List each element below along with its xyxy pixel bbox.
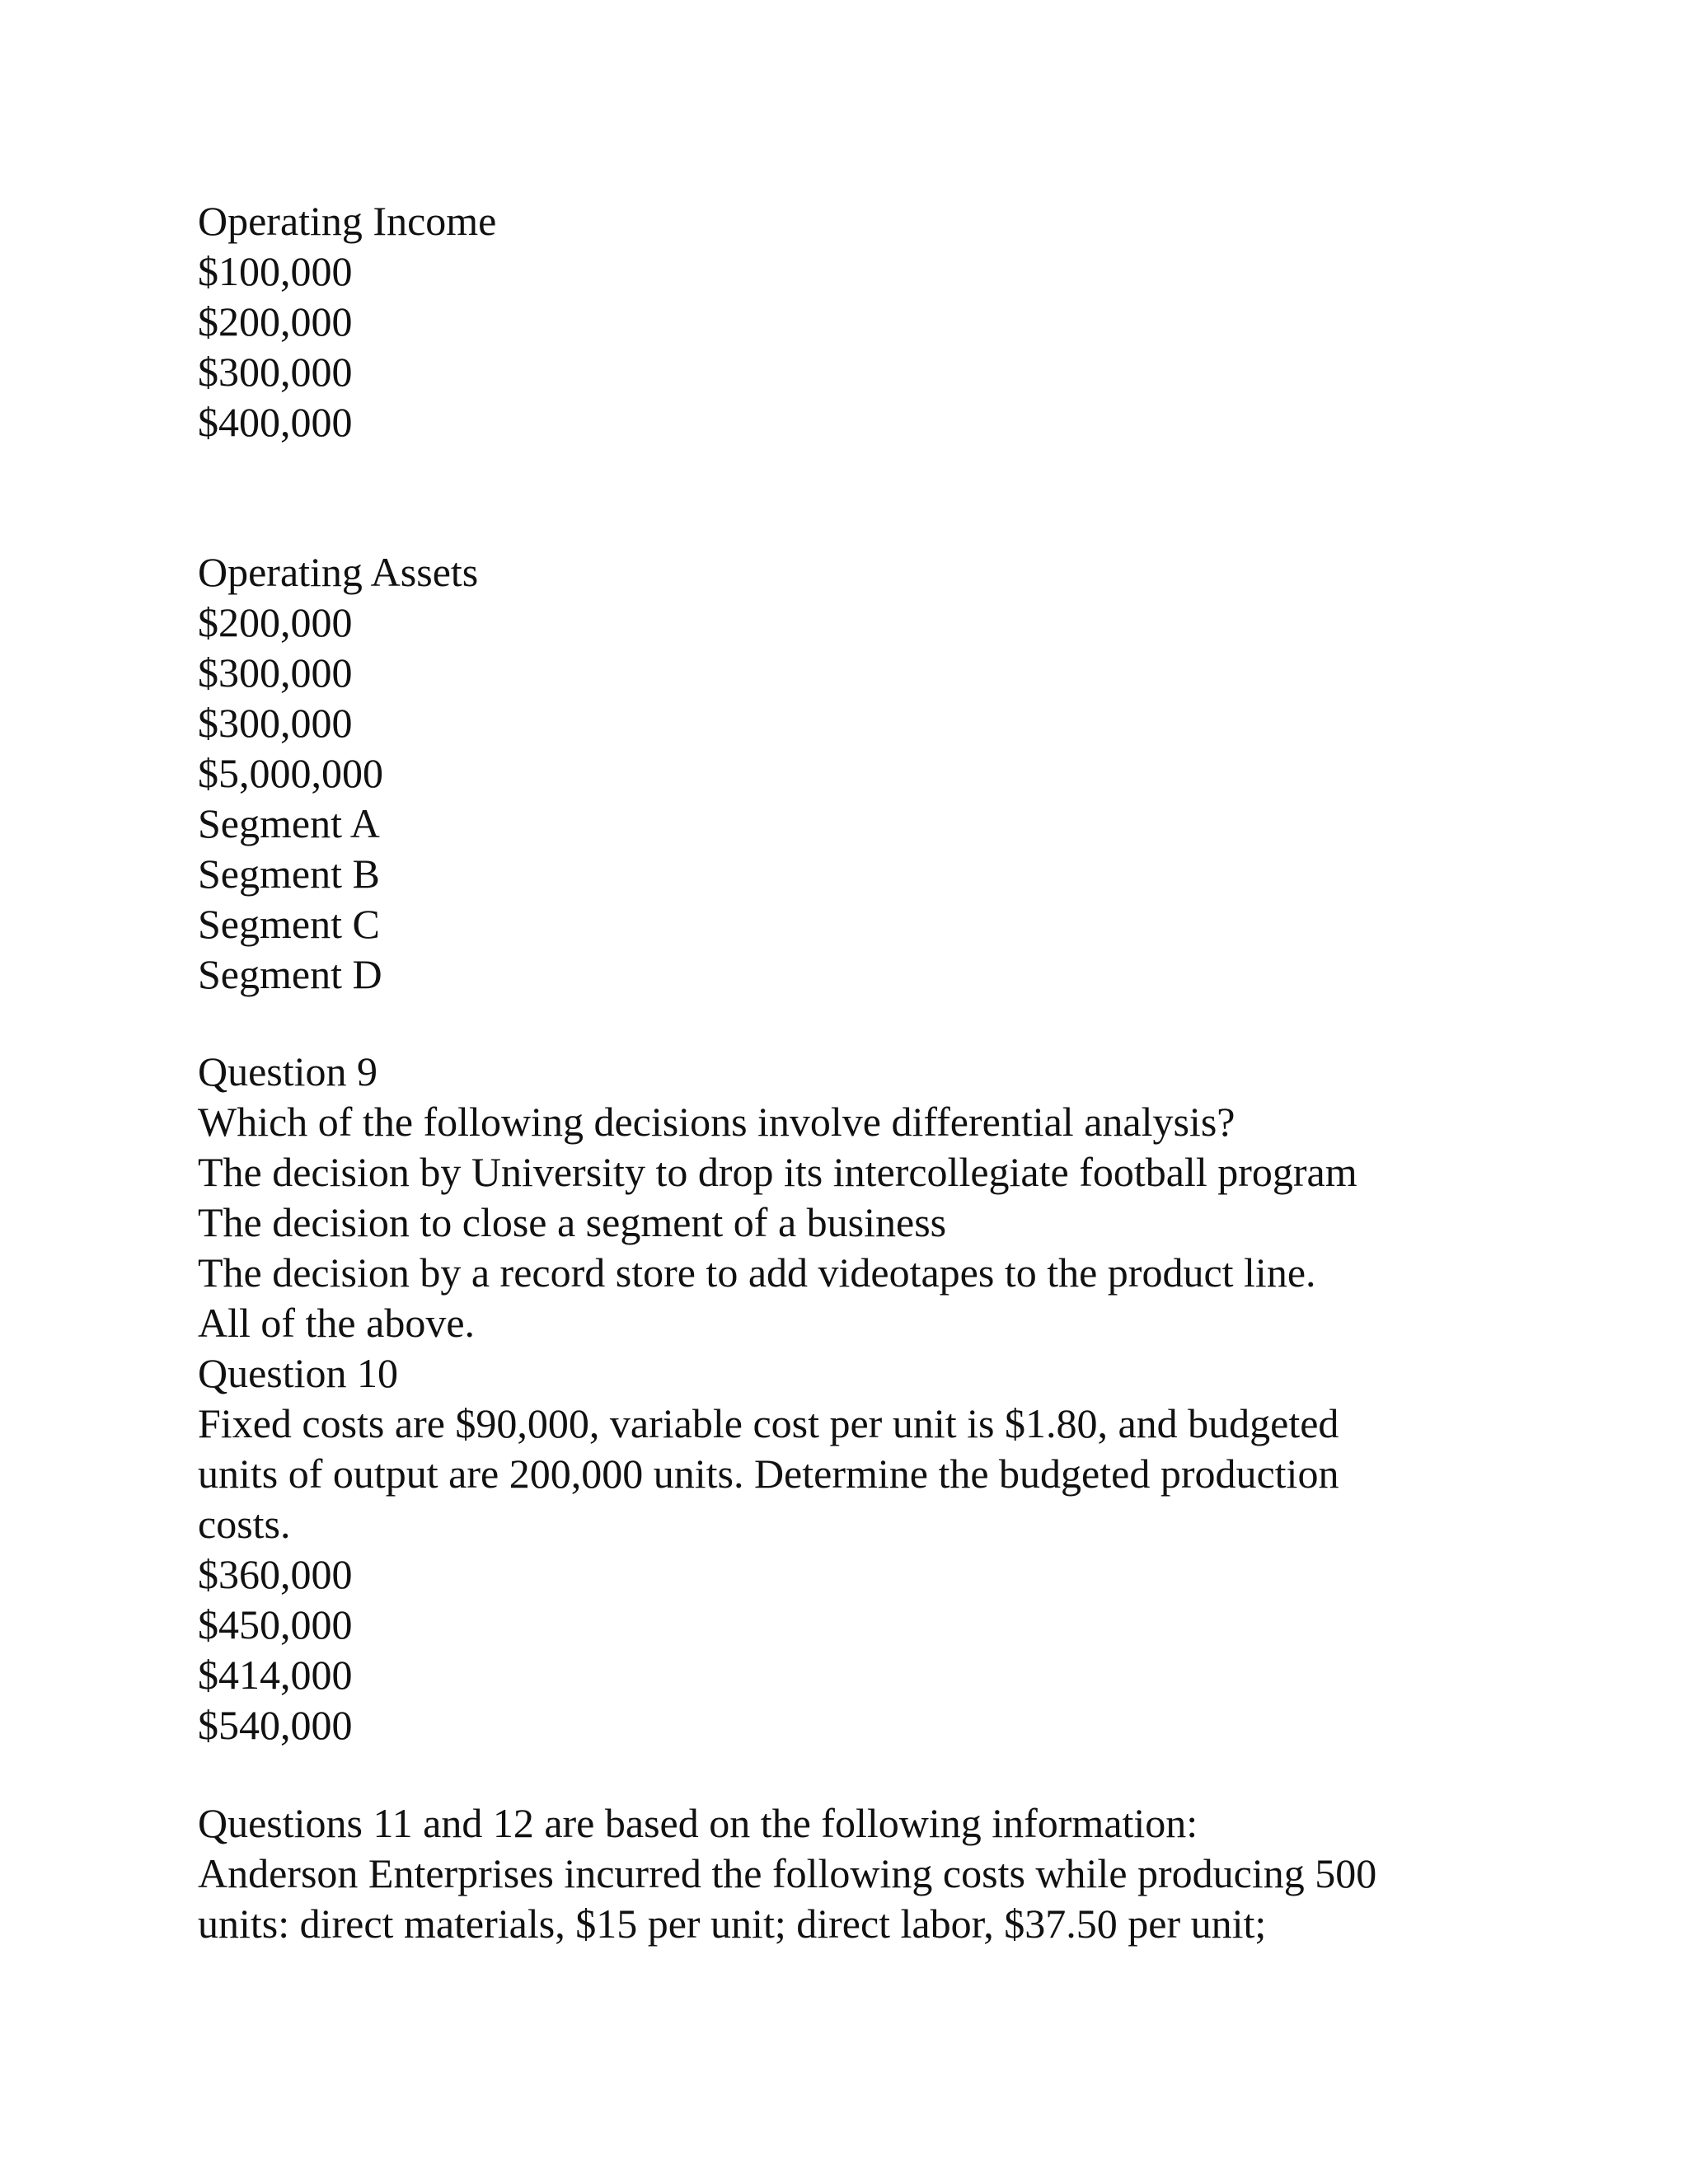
operating-assets-value: $5,000,000 [198,750,383,796]
operating-assets-value: $200,000 [198,599,353,645]
operating-assets-section [198,547,1500,1000]
questions-11-12-text-line: units: direct materials, $15 per unit; direct labor, $37.50 per unit; [198,1900,1267,1947]
operating-income-value: $300,000 [198,349,353,395]
question-9-prompt: Which of the following decisions involve differential analysis? [198,1099,1236,1145]
operating-assets-value: $300,000 [198,649,353,696]
operating-assets-value: $300,000 [198,700,353,746]
question-9-option: The decision by University to drop its intercollegiate football program [198,1149,1357,1195]
questions-11-12-text-line: Anderson Enterprises incurred the following costs while producing 500 [198,1850,1377,1896]
questions-section [198,1047,1500,1750]
question-10-prompt-line: units of output are 200,000 units. Determine the budgeted production [198,1451,1339,1497]
operating-income-value: $100,000 [198,248,353,294]
question-9-option: The decision to close a segment of a business [198,1199,947,1245]
question-10-option: $450,000 [198,1601,353,1647]
operating-income-value: $200,000 [198,298,353,344]
operating-income-value: $400,000 [198,399,353,445]
operating-income-heading: Operating Income [198,198,497,244]
segment-label: Segment C [198,901,380,947]
question-10-prompt-line: Fixed costs are $90,000, variable cost per unit is $1.80, and budgeted [198,1400,1339,1446]
segment-label: Segment D [198,951,382,997]
question-9-option: The decision by a record store to add videotapes to the product line. [198,1249,1316,1296]
questions-11-12-intro: Questions 11 and 12 are based on the following information: [198,1800,1198,1846]
question-10-option: $540,000 [198,1702,353,1748]
operating-income-section [198,196,1500,448]
question-10-label: Question 10 [198,1350,399,1396]
segment-label: Segment B [198,851,380,897]
question-9-label: Question 9 [198,1048,378,1094]
operating-assets-heading: Operating Assets [198,549,479,595]
question-9-option: All of the above. [198,1300,476,1346]
questions-11-12-section [198,1798,1500,1949]
question-10-prompt-line: costs. [198,1501,291,1547]
question-10-option: $360,000 [198,1551,353,1597]
question-10-option: $414,000 [198,1652,353,1698]
segment-label: Segment A [198,800,380,846]
